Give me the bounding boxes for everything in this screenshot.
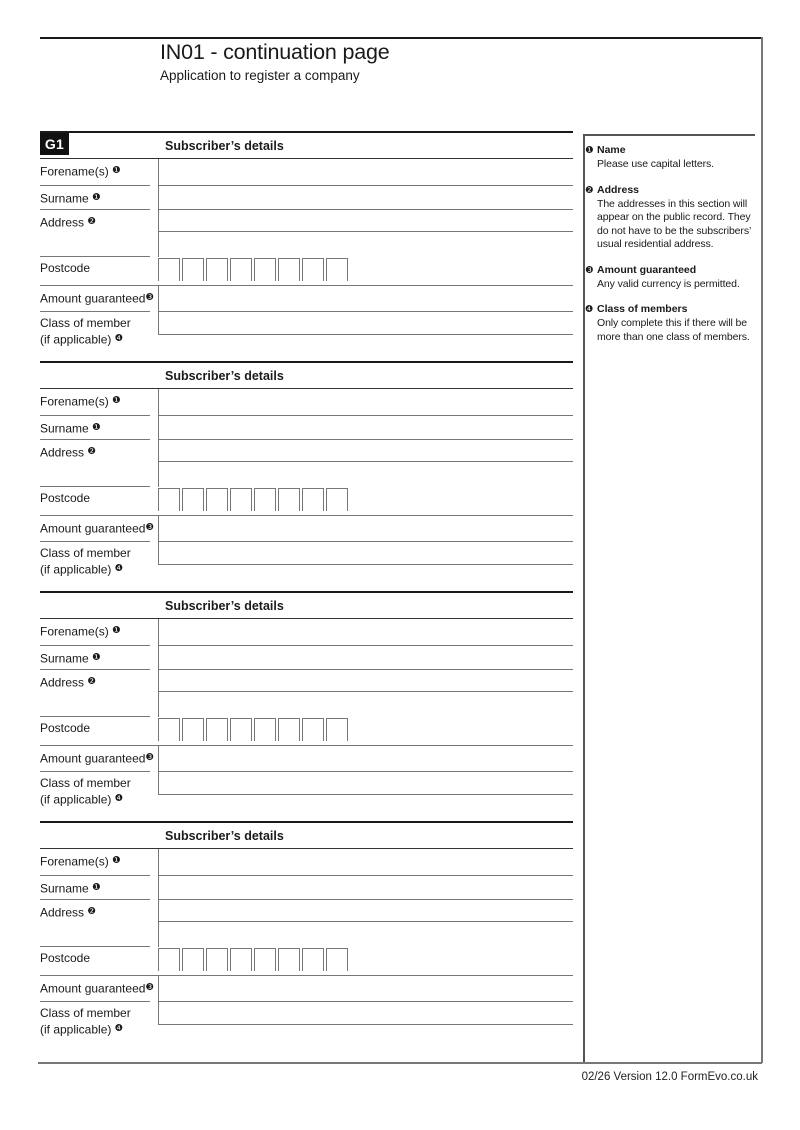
note-class-of-members — [585, 303, 759, 344]
surname-label: Surname $^❶$ — [40, 416, 150, 440]
postcode-char-input[interactable] — [278, 948, 300, 971]
note-title: Class of members — [597, 303, 688, 315]
postcode-char-input[interactable] — [206, 258, 228, 281]
note-text: Please use capital letters. — [597, 158, 714, 170]
section-header-row — [40, 133, 573, 159]
postcode-char-input[interactable] — [230, 718, 252, 741]
postcode-char-input[interactable] — [302, 258, 324, 281]
address-label-spacer — [40, 232, 150, 257]
section-header-row — [40, 823, 573, 849]
address-label-spacer — [40, 692, 150, 717]
surname-label: Surname $^❶$ — [40, 876, 150, 900]
section-header-row — [40, 593, 573, 619]
note-ref-1-icon: ❶ — [92, 192, 101, 203]
right-edge-rule — [761, 37, 763, 1063]
form-title: IN01 - continuation page — [160, 40, 390, 64]
postcode-char-input[interactable] — [302, 948, 324, 971]
forename-label: Forename(s) $^❶$ — [40, 159, 150, 186]
forename-label: Forename(s) $^❶$ — [40, 619, 150, 646]
postcode-char-input[interactable] — [278, 258, 300, 281]
note-text: Any valid currency is permitted. — [597, 277, 740, 290]
section-header-row — [40, 363, 573, 389]
note-title: Address — [597, 183, 640, 196]
subscriber-details-section-3 — [40, 591, 573, 821]
amount-guaranteed-input[interactable] — [158, 286, 573, 312]
postcode-char-input[interactable] — [230, 488, 252, 511]
note-ref-1-icon: ❶ — [112, 395, 121, 406]
class-of-member-input[interactable] — [158, 1002, 573, 1025]
address-line2-input[interactable] — [158, 462, 573, 487]
note-ref-3-icon: ❸ — [145, 292, 154, 303]
postcode-label: Postcode — [40, 487, 158, 516]
address-label: Address $^❷$ — [40, 675, 96, 690]
address-label: Address $^❷$ — [40, 215, 96, 230]
note-address — [585, 184, 759, 252]
postcode-char-input[interactable] — [182, 948, 204, 971]
address-line1-input[interactable] — [158, 900, 573, 922]
form-column — [40, 131, 573, 1051]
forename-input[interactable] — [158, 389, 573, 416]
section-title: Subscriber’s details — [165, 369, 284, 383]
postcode-char-input[interactable] — [254, 488, 276, 511]
class-of-member-label: Class of member (if applicable) $^❹$ — [40, 316, 131, 347]
amount-guaranteed-label: Amount guaranteed$^❸$ — [40, 286, 150, 312]
notes-sidebar — [585, 144, 759, 356]
section-title: Subscriber’s details — [165, 139, 284, 153]
note-ref-4-icon: ❹ — [114, 563, 124, 574]
address-line1-input[interactable] — [158, 670, 573, 692]
postcode-boxes — [158, 717, 573, 746]
note-ref-1-icon: ❶ — [112, 165, 121, 176]
class-of-member-input[interactable] — [158, 312, 573, 335]
postcode-char-input[interactable] — [158, 718, 180, 741]
forename-input[interactable] — [158, 159, 573, 186]
note-ref-2-icon: ❷ — [87, 676, 96, 687]
address-line2-input[interactable] — [158, 922, 573, 947]
forename-label: Forename(s) $^❶$ — [40, 389, 150, 416]
postcode-char-input[interactable] — [254, 718, 276, 741]
postcode-char-input[interactable] — [302, 488, 324, 511]
postcode-label: Postcode — [40, 717, 158, 746]
amount-guaranteed-label: Amount guaranteed$^❸$ — [40, 516, 150, 542]
postcode-label: Postcode — [40, 257, 158, 286]
section-badge-g1: G1 — [40, 133, 69, 155]
class-of-member-label: Class of member (if applicable) $^❹$ — [40, 546, 131, 577]
postcode-char-input[interactable] — [206, 948, 228, 971]
note-ref-2-icon: ❷ — [87, 906, 96, 917]
address-label-spacer — [40, 462, 150, 487]
address-label: Address $^❷$ — [40, 905, 96, 920]
version-footer: 02/26 Version 12.0 FormEvo.co.uk — [581, 1071, 758, 1083]
class-of-member-label: Class of member (if applicable) $^❹$ — [40, 1006, 131, 1037]
postcode-char-input[interactable] — [182, 718, 204, 741]
postcode-char-input[interactable] — [254, 948, 276, 971]
amount-guaranteed-input[interactable] — [158, 976, 573, 1002]
address-line1-input[interactable] — [158, 440, 573, 462]
postcode-char-input[interactable] — [206, 718, 228, 741]
note-ref-1-icon: ❶ — [112, 625, 121, 636]
amount-guaranteed-label: Amount guaranteed$^❸$ — [40, 746, 150, 772]
note-ref-4-icon: ❹ — [114, 793, 124, 804]
note-ref-2-icon: ❷ — [87, 446, 96, 457]
address-line2-input[interactable] — [158, 692, 573, 717]
section-title: Subscriber’s details — [165, 599, 284, 613]
forename-input[interactable] — [158, 849, 573, 876]
postcode-char-input[interactable] — [326, 488, 348, 511]
note-ref-3-icon: ❸ — [145, 752, 154, 763]
note-ref-1-icon: ❶ — [92, 422, 101, 433]
form-subtitle: Application to register a company — [160, 68, 360, 83]
note-ref-4-icon: ❹ — [585, 304, 594, 315]
note-ref-1-icon: ❶ — [585, 145, 594, 156]
note-text: The addresses in this section will appear on the public record. They do not have to be the subscribers’ usual residential address. — [597, 197, 751, 250]
address-label: Address $^❷$ — [40, 445, 96, 460]
amount-guaranteed-label: Amount guaranteed$^❸$ — [40, 976, 150, 1002]
note-ref-1-icon: ❶ — [92, 652, 101, 663]
postcode-boxes — [158, 257, 573, 286]
note-ref-2-icon: ❷ — [87, 216, 96, 227]
postcode-char-input[interactable] — [278, 718, 300, 741]
postcode-char-input[interactable] — [230, 258, 252, 281]
note-title: Name — [597, 144, 626, 156]
address-line2-input[interactable] — [158, 232, 573, 257]
address-label-spacer — [40, 922, 150, 947]
postcode-char-input[interactable] — [230, 948, 252, 971]
note-ref-1-icon: ❶ — [92, 882, 101, 893]
section-title: Subscriber’s details — [165, 829, 284, 843]
note-ref-1-icon: ❶ — [112, 855, 121, 866]
note-ref-3-icon: ❸ — [145, 522, 154, 533]
class-of-member-input[interactable] — [158, 772, 573, 795]
class-of-member-label: Class of member (if applicable) $^❹$ — [40, 776, 131, 807]
postcode-char-input[interactable] — [302, 718, 324, 741]
forename-input[interactable] — [158, 619, 573, 646]
surname-input[interactable] — [158, 416, 573, 440]
note-text: Only complete this if there will be more than one class of members. — [597, 317, 750, 343]
subscriber-details-section-4 — [40, 821, 573, 1051]
note-ref-4-icon: ❹ — [114, 333, 124, 344]
top-rule — [40, 37, 762, 39]
note-ref-3-icon: ❸ — [585, 264, 594, 276]
note-amount-guaranteed — [585, 264, 759, 292]
address-line1-input[interactable] — [158, 210, 573, 232]
class-of-member-input[interactable] — [158, 542, 573, 565]
postcode-char-input[interactable] — [326, 718, 348, 741]
note-name — [585, 144, 759, 172]
postcode-label: Postcode — [40, 947, 158, 976]
amount-guaranteed-input[interactable] — [158, 746, 573, 772]
postcode-char-input[interactable] — [182, 488, 204, 511]
postcode-char-input[interactable] — [326, 258, 348, 281]
subscriber-details-section-2 — [40, 361, 573, 591]
subscriber-details-section-1 — [40, 131, 573, 361]
forename-label: Forename(s) $^❶$ — [40, 849, 150, 876]
sidebar-top-rule — [583, 134, 755, 136]
postcode-char-input[interactable] — [182, 258, 204, 281]
surname-label: Surname $^❶$ — [40, 646, 150, 670]
note-ref-4-icon: ❹ — [114, 1023, 124, 1034]
postcode-boxes — [158, 487, 573, 516]
bottom-rule — [38, 1062, 762, 1064]
amount-guaranteed-input[interactable] — [158, 516, 573, 542]
postcode-char-input[interactable] — [254, 258, 276, 281]
surname-input[interactable] — [158, 646, 573, 670]
note-title: Amount guaranteed — [597, 263, 697, 276]
postcode-char-input[interactable] — [158, 258, 180, 281]
postcode-char-input[interactable] — [158, 948, 180, 971]
postcode-boxes — [158, 947, 573, 976]
surname-label: Surname $^❶$ — [40, 186, 150, 210]
note-ref-2-icon: ❷ — [585, 184, 594, 196]
surname-input[interactable] — [158, 876, 573, 900]
document-header — [160, 40, 389, 84]
postcode-char-input[interactable] — [326, 948, 348, 971]
note-ref-3-icon: ❸ — [145, 982, 154, 993]
postcode-char-input[interactable] — [158, 488, 180, 511]
postcode-char-input[interactable] — [278, 488, 300, 511]
postcode-char-input[interactable] — [206, 488, 228, 511]
surname-input[interactable] — [158, 186, 573, 210]
